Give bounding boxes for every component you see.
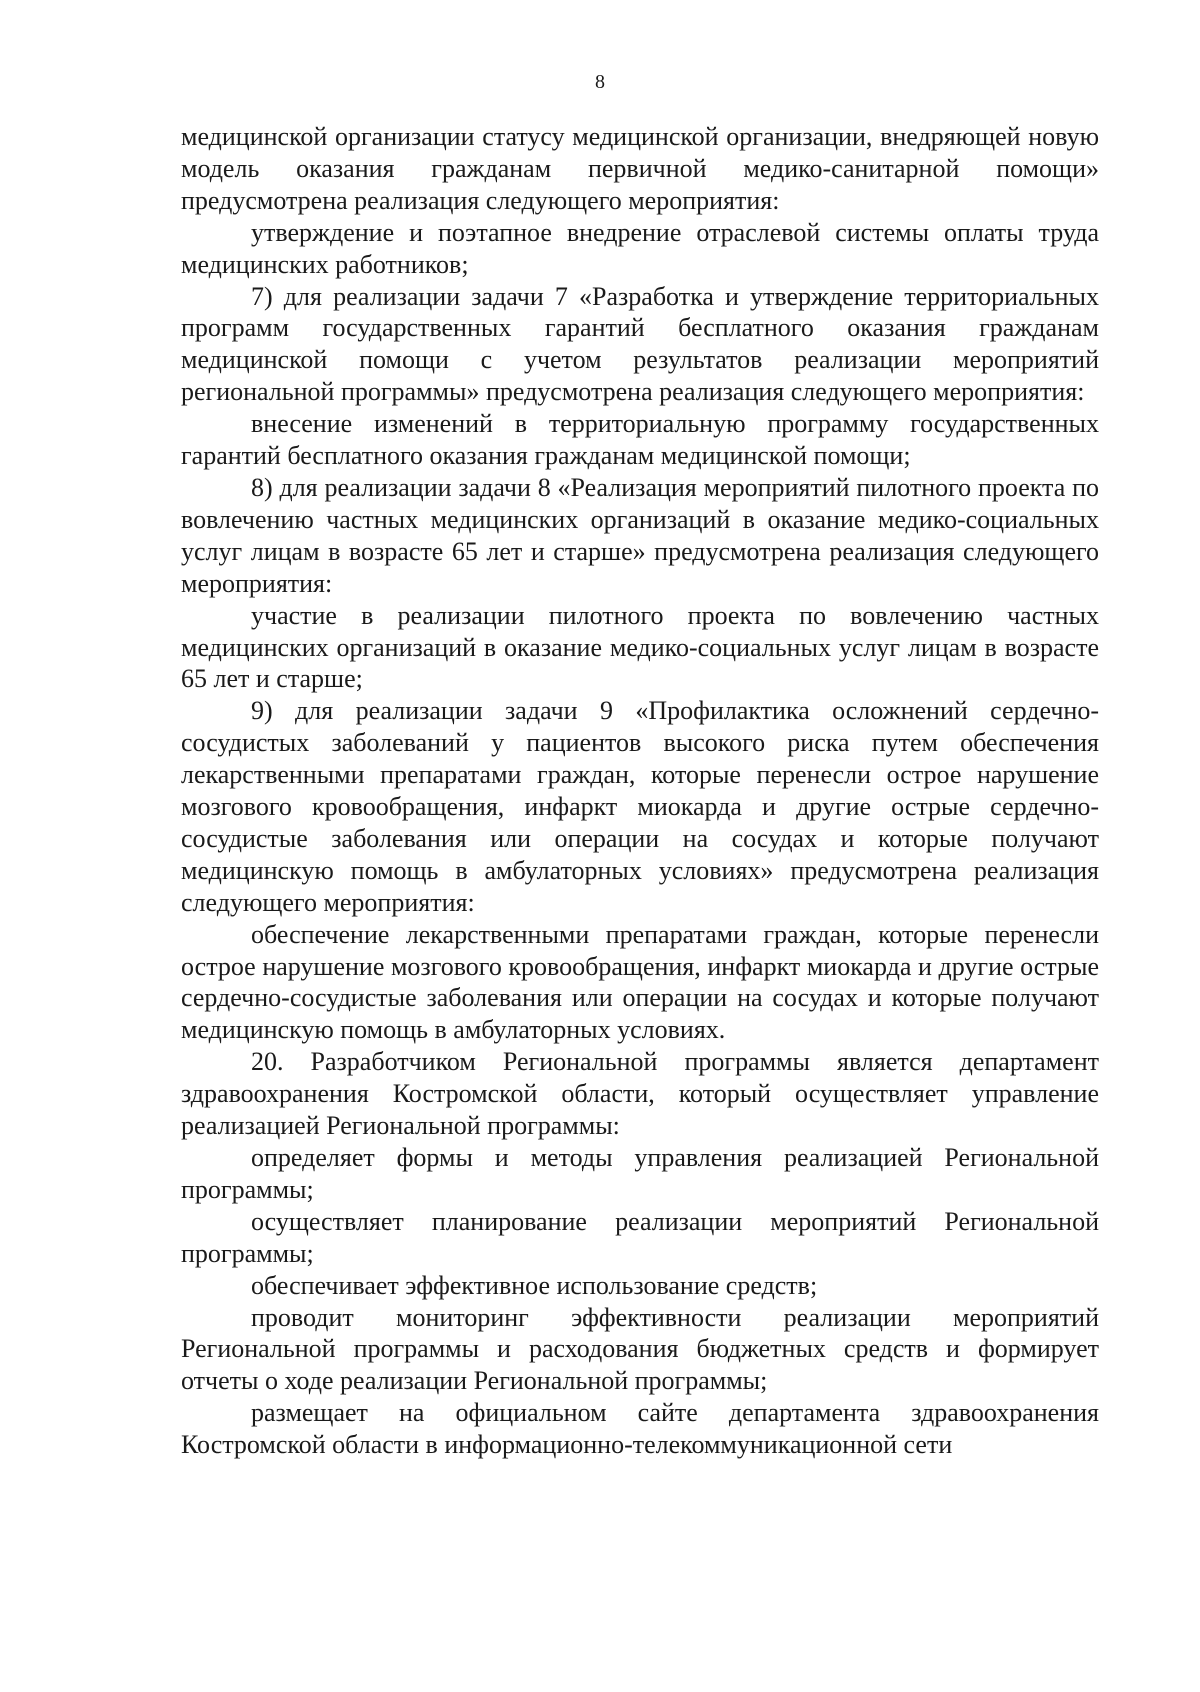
- paragraph: определяет формы и методы управления реализацией Региональной программы;: [181, 1143, 1099, 1204]
- paragraph: участие в реализации пилотного проекта по вовлечению частных медицинских организаций в оказание медико-социальных услуг лицам в возрасте 65 лет и старше;: [181, 600, 1099, 694]
- paragraph: 20. Разработчиком Региональной программы является департамент здравоохранения Костромской области, который осуществляет управление реализацией Региональной программы:: [181, 1047, 1099, 1141]
- paragraph: размещает на официальном сайте департамента здравоохранения Костромской области в информационно-телекоммуникационной сети: [181, 1398, 1099, 1460]
- document-body: [181, 121, 1099, 1461]
- paragraph: 7) для реализации задачи 7 «Разработка и утверждение территориальных программ государственных гарантий бесплатного оказания гражданам медицинской помощи с учетом результатов реализации мероприятий региональной программы» предусмотрена реализация следующего мероприятия:: [181, 281, 1099, 407]
- paragraph: проводит мониторинг эффективности реализации мероприятий Региональной программы и расходования бюджетных средств и формирует отчеты о ходе реализации Региональной программы;: [181, 1302, 1099, 1396]
- paragraph: медицинской организации статусу медицинской организации, внедряющей новую модель оказания гражданам первичной медико-санитарной помощи» предусмотрена реализация следующего мероприятия:: [181, 122, 1099, 215]
- paragraph: утверждение и поэтапное внедрение отраслевой системы оплаты труда медицинских работников;: [181, 217, 1099, 279]
- paragraph: осуществляет планирование реализации мероприятий Региональной программы;: [181, 1206, 1099, 1268]
- paragraph: обеспечение лекарственными препаратами граждан, которые перенесли острое нарушение мозгового кровообращения, инфаркт миокарда и другие острые сердечно-сосудистые заболевания или операции на сосудах и которые получают медицинскую помощь в амбулаторных условиях.: [181, 919, 1099, 1045]
- paragraph: 9) для реализации задачи 9 «Профилактика осложнений сердечно-сосудистых заболеваний у пациентов высокого риска путем обеспечения лекарственными препаратами граждан, которые перенесли острое нарушение мозгового кровообращения, инфаркт миокарда и другие острые сердечно-сосудистые заболевания или операции на сосудах и которые получают медицинскую помощь в амбулаторных условиях» предусмотрена реализация следующего мероприятия:: [181, 696, 1099, 917]
- paragraph: 8) для реализации задачи 8 «Реализация мероприятий пилотного проекта по вовлечению частных медицинских организаций в оказание медико-социальных услуг лицам в возрасте 65 лет и старше» предусмотрена реализация следующего мероприятия:: [181, 472, 1099, 598]
- paragraph: обеспечивает эффективное использование средств;: [251, 1270, 818, 1300]
- page-number: 8: [595, 71, 605, 93]
- paragraph: внесение изменений в территориальную программу государственных гарантий бесплатного оказания гражданам медицинской помощи;: [181, 409, 1099, 471]
